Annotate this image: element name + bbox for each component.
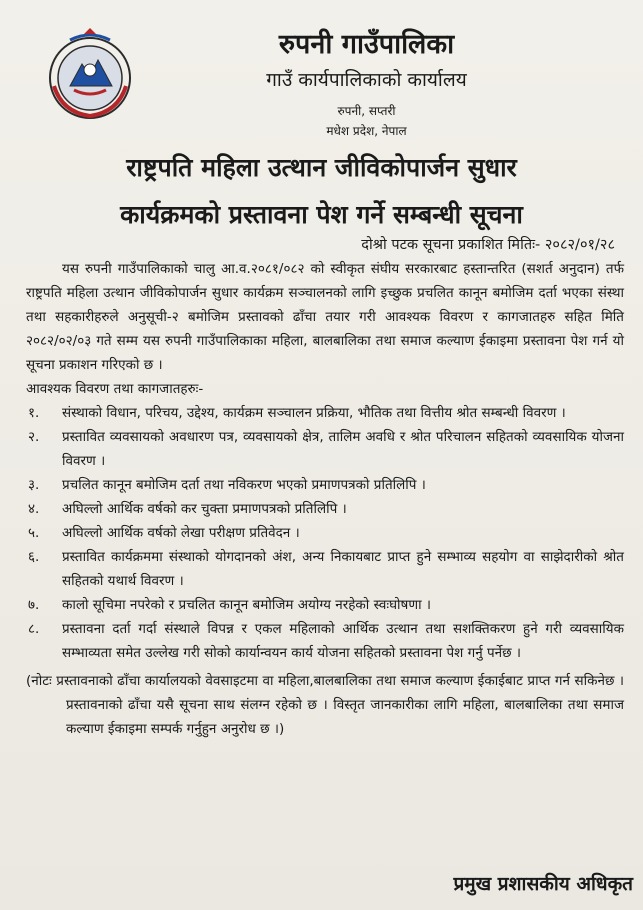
item-text: अघिल्लो आर्थिक वर्षको कर चुक्ता प्रमाणपत्रको प्रतिलिपि । xyxy=(62,501,347,517)
item-number: ८. xyxy=(28,621,40,637)
list-item xyxy=(26,593,624,617)
item-text: प्रचलित कानून बमोजिम दर्ता तथा नविकरण भएको प्रमाणपत्रको प्रतिलिपि । xyxy=(62,477,426,493)
notice-title-line-1: राष्ट्रपति महिला उत्थान जीविकोपार्जन सुधार xyxy=(126,153,517,182)
org-name: रुपनी गाउँपालिका xyxy=(278,29,455,60)
notice-body xyxy=(26,257,624,741)
list-item xyxy=(26,545,624,593)
list-item xyxy=(26,425,624,473)
note-paragraph: (नोटः प्रस्तावनाको ढाँचा कार्यालयको वेवसाइटमा वा महिला,बालबालिका तथा समाज कल्याण ईकाईबाट प्राप्त गर्न सकिनेछ ।प्रस्तावनाको ढाँचा यसै सूचना साथ संलग्न रहेको छ । विस्तृत जानकारीका लागि महिला, बालबालिका तथा समाज कल्याण ईकाइमा सम्पर्क गर्नुहुन अनुरोध छ ।) xyxy=(26,673,624,737)
list-item xyxy=(26,617,624,665)
list-item xyxy=(26,497,624,521)
signatory: प्रमुख प्रशासकीय अधिकृत xyxy=(453,873,633,895)
item-number: १. xyxy=(28,405,40,421)
item-text: संस्थाको विधान, परिचय, उद्देश्य, कार्यक्रम सञ्चालन प्रक्रिया, भौतिक तथा वित्तीय श्रोत सम्बन्धी विवरण । xyxy=(62,405,566,421)
published-date: दोश्रो पटक सूचना प्रकाशित मितिः- २०८२/०१/२८ xyxy=(361,237,615,253)
item-number: ५. xyxy=(28,525,40,541)
intro-paragraph: यस रुपनी गाउँपालिकाको चालु आ.व.२०८१/०८२ को स्वीकृत संघीय सरकारबाट हस्तान्तरित (सशर्त अनुदान) तर्फ राष्ट्रपति महिला उत्थान जीविकोपार्जन सुधार कार्यक्रम सञ्चालनको लागि इच्छुक प्रचलित कानून बमोजिम दर्ता भएका संस्था तथा सहकारीहरुले अनुसूची-२ बमोजिम प्रस्तावको ढाँचा तयार गरी आवश्यक विवरण र कागजातहरु सहित मिति २०८२/०२/०३ गते सम्म यस रुपनी गाउँपालिकाका महिला, बालबालिका तथा समाज कल्याण ईकाइमा प्रस्तावना पेश गर्न यो सूचना प्रकाशन गरिएको छ । xyxy=(26,261,624,373)
item-text: प्रस्तावित व्यवसायको अवधारण पत्र, व्यवसायको क्षेत्र, तालिम अवधि र श्रोत परिचालन सहितको व्यवसायिक योजना विवरण । xyxy=(62,429,624,469)
item-number: २. xyxy=(28,429,40,445)
item-text: कालो सूचिमा नपरेको र प्रचलित कानून बमोजिम अयोग्य नरहेको स्वःघोषणा । xyxy=(62,597,432,613)
address-line-1: रुपनी, सप्तरी xyxy=(337,104,396,118)
requirements-label: आवश्यक विवरण तथा कागजातहरुः- xyxy=(26,381,204,397)
item-number: ७. xyxy=(28,597,40,613)
item-text: प्रस्तावित कार्यक्रममा संस्थाको योगदानको अंश, अन्य निकायबाट प्राप्त हुने सम्भाव्य सहयोग वा साझेदारीको श्रोत सहितको यथार्थ विवरण । xyxy=(62,549,624,589)
office-name: गाउँ कार्यपालिकाको कार्यालय xyxy=(266,69,467,91)
item-number: ४. xyxy=(28,501,40,517)
list-item xyxy=(26,521,624,545)
item-text: प्रस्तावना दर्ता गर्दा संस्थाले विपन्न र एकल महिलाको आर्थिक उत्थान तथा सशक्तिकरण हुने गरी व्यवसायिक सम्भाव्यता समेत उल्लेख गरी सोको कार्यान्वयन कार्य योजना सहितको प्रस्तावना पेश गर्नु पर्नेछ । xyxy=(62,621,624,661)
requirements-list xyxy=(26,401,624,665)
item-number: ३. xyxy=(28,477,40,493)
item-text: अघिल्लो आर्थिक वर्षको लेखा परीक्षण प्रतिवेदन । xyxy=(62,525,300,541)
notice-title-line-2: कार्यक्रमको प्रस्तावना पेश गर्ने सम्बन्धी सूचना xyxy=(120,200,523,229)
list-item xyxy=(26,473,624,497)
list-item xyxy=(26,401,624,425)
address-line-2: मधेश प्रदेश, नेपाल xyxy=(326,124,407,138)
item-number: ६. xyxy=(28,549,40,565)
